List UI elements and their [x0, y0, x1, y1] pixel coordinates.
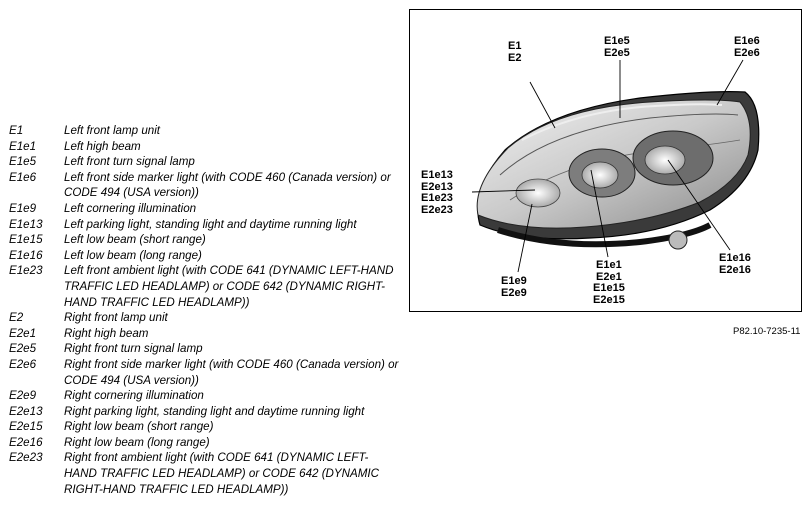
- legend-item: [9, 139, 399, 155]
- legend-item: [9, 217, 399, 233]
- legend-desc: Left parking light, standing light and daytime running light: [64, 217, 357, 231]
- callout-text: E1 E2: [508, 40, 522, 64]
- headlamp-figure: [409, 9, 802, 312]
- high-beam-lens: [645, 146, 685, 174]
- legend-item: [9, 248, 399, 264]
- callout-text: E1e1 E2e1 E1e15 E2e15: [593, 259, 625, 306]
- legend-item: [9, 404, 399, 420]
- legend-desc: Left cornering illumination: [64, 201, 197, 215]
- legend-desc: Right parking light, standing light and daytime running light: [64, 404, 365, 418]
- legend-desc: Left front lamp unit: [64, 124, 161, 137]
- legend-item: [9, 310, 399, 326]
- legend-item: [9, 341, 399, 357]
- legend-code: E2e9: [9, 389, 37, 403]
- figure-caption: P82.10-7235-11: [733, 326, 801, 337]
- legend-code: E2e15: [9, 420, 43, 434]
- legend-item: [9, 170, 399, 201]
- legend-item: [9, 263, 399, 310]
- callout-text: E1e6 E2e6: [734, 35, 760, 59]
- legend-item: [9, 419, 399, 435]
- legend-item: [9, 232, 399, 248]
- legend-desc: Right front side marker light (with CODE 460 (Canada version) or CODE 494 (USA version)): [64, 357, 399, 387]
- callout-e1e1-group: [593, 260, 625, 306]
- legend-code: E1e6: [9, 170, 37, 184]
- legend-code: E2e5: [9, 342, 37, 356]
- leader-line: [530, 82, 555, 128]
- legend-code: E2e1: [9, 326, 37, 340]
- legend-code: E1e5: [9, 155, 37, 169]
- legend-code: E2e23: [9, 451, 43, 465]
- legend-code: E1: [9, 124, 24, 137]
- callout-text: E1e9 E2e9: [501, 275, 527, 299]
- legend-item: [9, 388, 399, 404]
- legend-item: [9, 154, 399, 170]
- legend-code: E2e16: [9, 435, 43, 449]
- legend-desc: Right high beam: [64, 326, 149, 340]
- callout-e1e6-e2e6: [734, 36, 760, 59]
- legend-desc: Right low beam (short range): [64, 420, 214, 434]
- legend-code: E1e15: [9, 233, 43, 247]
- legend-desc: Left front side marker light (with CODE 460 (Canada version) or CODE 494 (USA version)): [64, 170, 391, 200]
- callout-e1e9-e2e9: [501, 276, 527, 299]
- low-beam-lens: [582, 162, 618, 188]
- callout-text: E1e5 E2e5: [604, 35, 630, 59]
- callout-text: E1e16 E2e16: [719, 252, 751, 276]
- legend-desc: Left front turn signal lamp: [64, 155, 195, 169]
- legend-code: E2e13: [9, 404, 43, 418]
- callout-e1e13-group: [421, 170, 453, 216]
- mount-tab: [669, 231, 687, 249]
- legend-item: [9, 201, 399, 217]
- legend-code: E1e13: [9, 217, 43, 231]
- legend-item: [9, 326, 399, 342]
- legend-desc: Right front lamp unit: [64, 311, 168, 325]
- legend-desc: Left front ambient light (with CODE 641 (DYNAMIC LEFT-HAND TRAFFIC LED HEADLAMP) or CODE 642 (DYNAMIC RIGHT-HAND TRAFFIC LED HEADLAMP)): [64, 264, 394, 309]
- callout-e1e16-e2e16: [719, 253, 751, 276]
- legend-code: E2: [9, 311, 24, 325]
- legend-code: E1e9: [9, 201, 37, 215]
- legend-desc: Left high beam: [64, 139, 141, 153]
- legend-code: E1e1: [9, 139, 37, 153]
- legend-desc: Left low beam (long range): [64, 248, 202, 262]
- legend-item: [9, 123, 399, 139]
- legend-desc: Right front ambient light (with CODE 641 (DYNAMIC LEFT-HAND TRAFFIC LED HEADLAMP) or CODE 642 (DYNAMIC RIGHT-HAND TRAFFIC LED HEADLAMP)): [64, 451, 380, 496]
- callout-text: E1e13 E2e13 E1e23 E2e23: [421, 169, 453, 216]
- legend-desc: Right front turn signal lamp: [64, 342, 203, 356]
- legend-item: [9, 357, 399, 388]
- legend-code: E2e6: [9, 357, 37, 371]
- legend-list: [9, 123, 399, 497]
- legend-desc: Right cornering illumination: [64, 389, 204, 403]
- legend-desc: Left low beam (short range): [64, 233, 206, 247]
- callout-e1e5-e2e5: [604, 36, 630, 59]
- legend-item: [9, 435, 399, 451]
- legend-code: E1e16: [9, 248, 43, 262]
- callout-e1-e2: [508, 41, 521, 64]
- legend-code: E1e23: [9, 264, 43, 278]
- parking-light-lens: [516, 179, 560, 207]
- legend-desc: Right low beam (long range): [64, 435, 210, 449]
- legend-item: [9, 450, 399, 497]
